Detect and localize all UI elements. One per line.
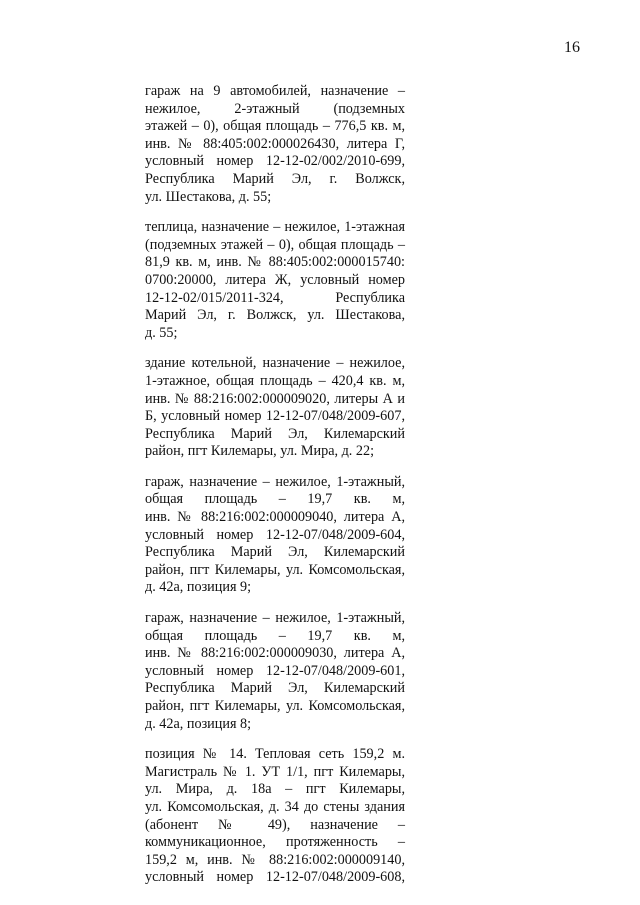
paragraph-4 [145,474,405,597]
text-line: этажей – 0), общая площадь – 776,5 кв. м, [145,118,405,135]
text-line: условный номер 12-12-07/048/2009-601, [145,662,405,679]
text-line: нежилое, 2-этажный (подземных [145,100,405,117]
text-line: позиция № 14. Тепловая сеть 159,2 м. [145,746,405,763]
text-line: условный номер 12-12-07/048/2009-604, [145,526,405,543]
text-line: 12-12-02/015/2011-324, Республика [145,289,405,306]
text-line: район, пгт Килемары, ул. Комсомольская, [145,561,405,578]
paragraph-1 [145,83,405,206]
text-line: 81,9 кв. м, инв. № 88:405:002:000015740: [145,254,405,271]
paragraph-2 [145,219,405,342]
text-line: (абонент № 49), назначение – [145,816,405,833]
paragraph-5 [145,610,405,733]
text-line: Республика Марий Эл, Килемарский [145,425,405,442]
text-line: инв. № 88:216:002:000009030, литера А, [145,645,405,662]
text-line: Магистраль № 1. УТ 1/1, пгт Килемары, [145,763,405,780]
text-line: район, пгт Килемары, ул. Мира, д. 22; [145,443,375,460]
text-line: 1-этажное, общая площадь – 420,4 кв. м, [145,372,405,389]
text-line: инв. № 88:405:002:000026430, литера Г, [145,135,405,152]
text-line: д. 42а, позиция 8; [145,715,252,732]
text-line: Республика Марий Эл, г. Волжск, [145,170,405,187]
text-line: условный номер 12-12-02/002/2010-699, [145,153,405,170]
text-line: общая площадь – 19,7 кв. м, [145,627,405,644]
text-line: гараж, назначение – нежилое, 1-этажный, [145,610,405,627]
text-line: инв. № 88:216:002:000009040, литера А, [145,509,405,526]
text-line: коммуникационное, протяженность – [145,834,405,851]
text-line: ул. Мира, д. 18а – пгт Килемары, [145,781,405,798]
text-line: 159,2 м, инв. № 88:216:002:000009140, [145,851,405,868]
text-line: теплица, назначение – нежилое, 1-этажная [145,219,405,236]
text-line: район, пгт Килемары, ул. Комсомольская, [145,698,405,714]
text-line: Б, условный номер 12-12-07/048/2009-607, [145,408,405,425]
text-line: гараж на 9 автомобилей, назначение – [145,83,405,99]
text-line: ул. Шестакова, д. 55; [145,188,272,205]
text-line: условный номер 12-12-07/048/2009-608, [145,869,405,886]
text-line: (подземных этажей – 0), общая площадь – [145,236,405,253]
document-body [145,83,405,900]
text-line: инв. № 88:216:002:000009020, литеры А и [145,390,405,407]
text-line: гараж, назначение – нежилое, 1-этажный, [145,473,405,490]
text-line: д. 55; [145,324,178,341]
text-line: общая площадь – 19,7 кв. м, [145,491,405,508]
paragraph-3 [145,355,405,461]
text-line: Республика Марий Эл, Килемарский [145,680,405,697]
page-number: 16 [564,39,580,56]
text-line: 0700:20000, литера Ж, условный номер [145,271,405,288]
text-line: здание котельной, назначение – нежилое, [145,355,405,372]
text-line: ул. Комсомольская, д. 34 до стены здания [145,798,405,815]
text-line: д. 42а, позиция 9; [145,579,252,596]
text-line: Марий Эл, г. Волжск, ул. Шестакова, [145,307,405,324]
text-line: Республика Марий Эл, Килемарский [145,544,405,561]
paragraph-6 [145,746,405,887]
